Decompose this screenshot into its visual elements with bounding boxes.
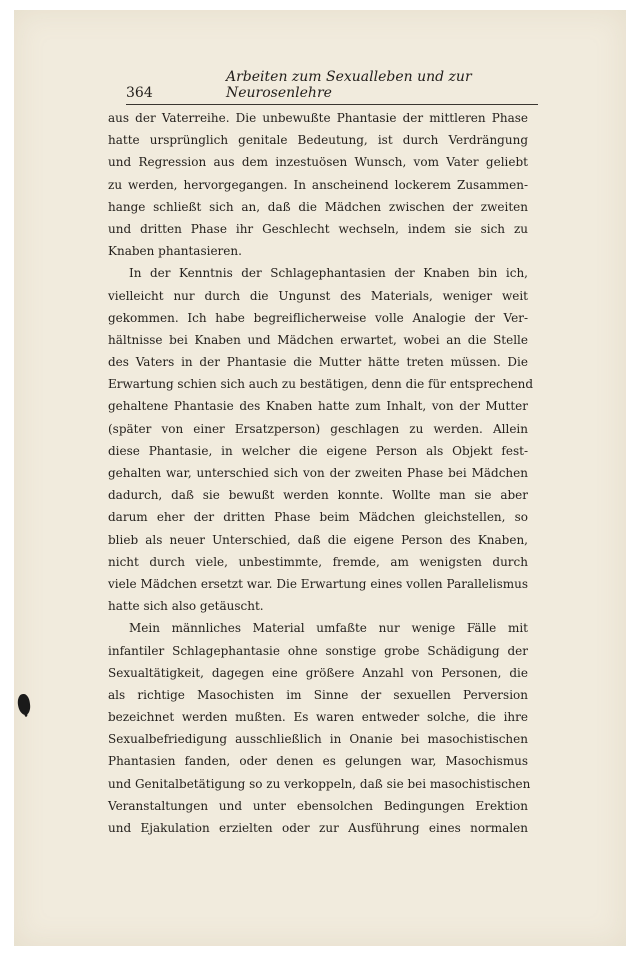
text-line: Sexualbefriedigung ausschließlich in Onanie bei masochistischen (108, 732, 528, 747)
text-line: gehalten war, unterschied sich von der zweiten Phase bei Mädchen (108, 466, 528, 480)
text-line: gehaltene Phantasie des Knaben hatte zum Inhalt, von der Mutter (108, 399, 528, 414)
text-line: aus der Vaterreihe. Die unbewußte Phantasie der mittleren Phase (108, 111, 528, 125)
text-line: (später von einer Ersatzperson) geschlagen zu werden. Allein (108, 421, 528, 436)
text-line: gekommen. Ich habe begreiflicherweise volle Analogie der Ver- (108, 310, 528, 325)
text-line: Mein männliches Material umfaßte nur wenige Fälle mit (129, 621, 528, 636)
paragraph-3 (108, 617, 531, 839)
text-line: nicht durch viele, unbestimmte, fremde, am wenigsten durch (108, 554, 528, 569)
text-line: blieb als neuer Unterschied, daß die eigene Person des Knaben, (108, 532, 528, 547)
text-line: Knaben phantasieren. (108, 244, 242, 259)
text-line: des Vaters in der Phantasie die Mutter hätte treten müssen. Die (108, 355, 528, 370)
text-line: hatte sich also getäuscht. (108, 599, 264, 614)
text-line: diese Phantasie, in welcher die eigene Person als Objekt fest- (108, 443, 528, 458)
text-line: Veranstaltungen und unter ebensolchen Bedingungen Erektion (108, 798, 528, 813)
body-text (108, 107, 534, 839)
page-number: 364 (126, 85, 153, 101)
paragraph-1 (108, 107, 528, 262)
text-line: und Ejakulation erzielten oder zur Ausführung eines normalen (108, 821, 528, 835)
text-line: Erwartung schien sich auch zu bestätigen, denn die für entsprechend (108, 377, 534, 392)
text-line: bezeichnet werden mußten. Es waren entweder solche, die ihre (108, 710, 528, 725)
text-line: hatte ursprünglich genitale Bedeutung, ist durch Verdrängung (108, 133, 528, 148)
text-line: viele Mädchen ersetzt war. Die Erwartung eines vollen Parallelismus (108, 576, 528, 591)
text-line: Phantasien fanden, oder denen es gelungen war, Masochismus (108, 754, 528, 769)
text-line: Sexualtätigkeit, dagegen eine größere Anzahl von Personen, die (108, 665, 528, 680)
running-title: Arbeiten zum Sexualleben und zur Neurosenlehre (226, 69, 472, 101)
page-header (126, 69, 538, 105)
text-line: zu werden, hervorgegangen. In anscheinend lockerem Zusammen- (108, 177, 528, 192)
text-line: und Regression aus dem inzestuösen Wunsch, vom Vater geliebt (108, 155, 528, 170)
text-line: darum eher der dritten Phase beim Mädchen gleichstellen, so (108, 510, 528, 525)
text-line: infantiler Schlagephantasie ohne sonstige grobe Schädigung der (108, 643, 528, 658)
text-line: hältnisse bei Knaben und Mädchen erwartet, wobei an die Stelle (108, 332, 528, 347)
text-line: vielleicht nur durch die Ungunst des Materials, weniger weit (108, 288, 528, 303)
text-line: In der Kenntnis der Schlagephantasien der Knaben bin ich, (129, 266, 528, 281)
text-line: dadurch, daß sie bewußt werden konnte. Wollte man sie aber (108, 488, 528, 503)
text-line: hange schließt sich an, daß die Mädchen zwischen der zweiten (108, 199, 528, 214)
text-line: als richtige Masochisten im Sinne der sexuellen Perversion (108, 687, 528, 702)
text-line: und Genitalbetätigung so zu verkoppeln, daß sie bei masochistischen (108, 776, 531, 791)
paragraph-2 (108, 262, 534, 617)
text-line: und dritten Phase ihr Geschlecht wechseln, indem sie sich zu (108, 221, 528, 236)
